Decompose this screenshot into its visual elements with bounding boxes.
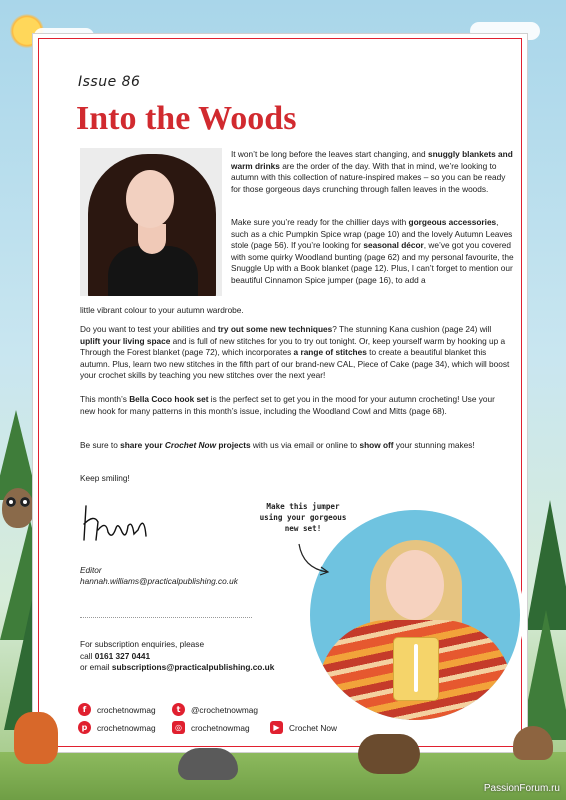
editor-signature <box>80 500 150 544</box>
youtube-icon: ▶ <box>270 721 283 734</box>
social-pinterest[interactable]: p crochetnowmag <box>78 721 156 734</box>
instagram-icon: ◎ <box>172 721 185 734</box>
twitter-icon: t <box>172 703 185 716</box>
accessories-paragraph: Make sure you’re ready for the chillier days with gorgeous accessories, such as a chic Pumpkin Spice wrap (page 10) and the lovely Autumn Leaves stole (page 56). If you’re looking for seasonal décor, we’ve got you covered with some quirky Woodland bunting (page 62) and my personal favourite, the Snuggle Up with a Book blanket (page 12). Plus, I can’t forget to mention our beautiful Cinnamon Spice jumper (page 16), to add a <box>231 217 514 285</box>
owl-illustration <box>2 488 34 528</box>
callout-arrow-icon <box>295 540 335 580</box>
model-photo <box>310 510 520 720</box>
page-title: Into the Woods <box>76 100 297 137</box>
editor-role: Editor <box>80 565 102 575</box>
bear-illustration <box>358 734 420 774</box>
fox-illustration <box>14 712 58 764</box>
share-paragraph: Be sure to share your Crochet Now projects with us via email or online to show off your stunning makes! <box>80 440 475 450</box>
jumper-callout: Make this jumper using your gorgeous new set! <box>259 502 347 533</box>
accessories-paragraph-tail: little vibrant colour to your autumn wardrobe. <box>80 305 244 315</box>
social-facebook[interactable]: f crochetnowmag <box>78 703 156 716</box>
sign-off: Keep smiling! <box>80 473 130 483</box>
divider <box>80 617 252 618</box>
facebook-icon: f <box>78 703 91 716</box>
subscription-info: For subscription enquiries, please call 0161 327 0441 or email subscriptions@practicalpublishing.co.uk <box>80 639 275 673</box>
deer-illustration <box>513 726 553 760</box>
subscription-phone[interactable]: 0161 327 0441 <box>94 650 151 661</box>
watermark: PassionForum.ru <box>483 783 560 794</box>
intro-paragraph: It won’t be long before the leaves start changing, and snuggly blankets and warm drinks are the order of the day. With that in mind, we’re looking to autumn with this collection of nature-inspired makes – so you can be ready for those gorgeous days crunching through fallen leaves in the woods. <box>231 149 513 194</box>
ground-illustration <box>0 752 566 800</box>
social-youtube[interactable]: ▶ Crochet Now <box>270 721 337 734</box>
issue-number: Issue 86 <box>78 74 141 90</box>
subscription-email[interactable]: subscriptions@practicalpublishing.co.uk <box>111 662 275 673</box>
editor-email[interactable]: hannah.williams@practicalpublishing.co.uk <box>80 576 238 586</box>
crochet-hook <box>414 644 418 692</box>
pinterest-icon: p <box>78 721 91 734</box>
hook-set-paragraph: This month’s Bella Coco hook set is the perfect set to get you in the mood for your autumn crocheting! Use your new hook for many patterns in this month’s issue, including the Woodland Cowl and Mitts (page 68). <box>80 394 495 416</box>
editor-photo <box>80 148 222 296</box>
badger-illustration <box>178 748 238 780</box>
techniques-paragraph: Do you want to test your abilities and try out some new techniques? The stunning Kana cushion (page 24) will uplift your living space and is full of new stitches for you to try out tonight. Or, keep yourself warm by hooking up a Through the Forest blanket (page 72), which incorporates a range of stitches to create a beautiful blanket this autumn. Plus, learn two new stitches in the fifth part of our brand-new CAL, Piece of Cake (page 34), which will boost your crochet skills by teaching you new stitches over the next year! <box>80 324 510 381</box>
social-instagram[interactable]: ◎ crochetnowmag <box>172 721 250 734</box>
social-twitter[interactable]: t @crochetnowmag <box>172 703 258 716</box>
